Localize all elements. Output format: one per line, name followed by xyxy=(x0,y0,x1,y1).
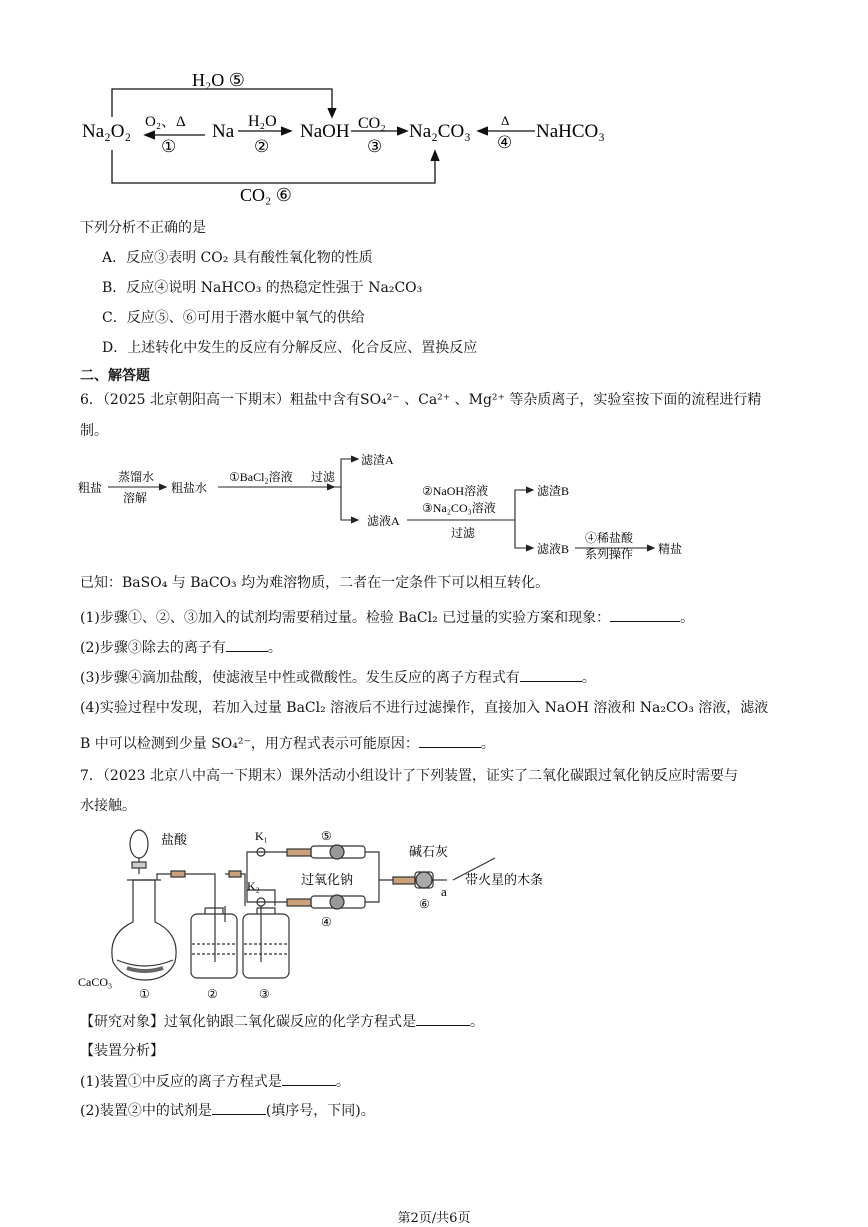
q6-sub3 xyxy=(80,667,596,688)
answer-blank[interactable] xyxy=(610,607,680,622)
flow-crude-salt: 粗盐 xyxy=(78,481,103,495)
label-naoh: NaOH xyxy=(300,121,350,142)
answer-blank[interactable] xyxy=(520,667,582,682)
q6-sub2-text: (2)步骤③除去的离子有 xyxy=(80,640,226,656)
period: 。 xyxy=(267,640,282,656)
flow-filtrate-b: 滤液B xyxy=(537,542,570,556)
app-a: a xyxy=(441,884,447,899)
flow-naoh: ②NaOH溶液 xyxy=(422,484,489,498)
q7-stem-line1: 7．（2023 北京八中高一下期末）课外活动小组设计了下列装置，证实了二氧化碳跟过氧化钠反应时需要与 xyxy=(80,768,738,784)
flow-dissolve: 溶解 xyxy=(123,491,148,505)
flow-refined-salt: 精盐 xyxy=(658,542,683,556)
period: 。 xyxy=(480,736,495,752)
flow-filtrate-a: 滤液A xyxy=(367,514,400,528)
label-circ4: ④ xyxy=(497,133,513,152)
flow-filter2: 过滤 xyxy=(451,526,476,540)
label-na2o2: Na₂O₂ xyxy=(82,121,132,142)
app-circ4: ④ xyxy=(321,915,332,929)
purification-flowchart xyxy=(75,445,715,565)
label-o2-heat: O₂、Δ xyxy=(145,114,186,130)
period: 。 xyxy=(581,670,596,686)
q7-stem-line2: 水接触。 xyxy=(80,798,136,814)
answer-blank[interactable] xyxy=(212,1100,266,1115)
q7-research xyxy=(80,1011,484,1032)
label-circ3: ③ xyxy=(367,137,383,156)
app-circ3: ③ xyxy=(259,987,270,1001)
flow-residue-b: 滤渣B xyxy=(537,484,570,498)
q5-option-a: A．反应③表明 CO₂ 具有酸性氧化物的性质 xyxy=(102,250,373,266)
flow-filter1: 过滤 xyxy=(311,470,336,484)
q6-sub3-text: (3)步骤④滴加盐酸，使滤液呈中性或微酸性。发生反应的离子方程式有 xyxy=(80,670,520,686)
label-nahco3: NaHCO₃ xyxy=(536,121,605,142)
label-h2o: H₂O xyxy=(248,113,277,130)
section-heading: 二、解答题 xyxy=(80,368,150,384)
page-footer: 第2页/共6页 xyxy=(397,1211,471,1226)
period: 。 xyxy=(335,1074,350,1090)
app-caco3: CaCO₃ xyxy=(78,975,113,989)
flow-hcl: ④稀盐酸 xyxy=(585,531,634,545)
q6-known: 已知：BaSO₄ 与 BaCO₃ 均为难溶物质，二者在一定条件下可以相互转化。 xyxy=(80,575,550,591)
label-h2o-5: H₂O ⑤ xyxy=(192,70,245,90)
q6-sub1-text: (1)步骤①、②、③加入的试剂均需要稍过量。检验 BaCl₂ 已过量的实验方案和现象： xyxy=(80,610,611,626)
label-co2: CO₂ xyxy=(358,115,386,132)
q7-sub1-text: (1)装置①中反应的离子方程式是 xyxy=(80,1074,282,1090)
period: 。 xyxy=(680,610,695,626)
answer-blank[interactable] xyxy=(226,637,268,652)
q6-sub2 xyxy=(80,637,282,658)
app-hcl: 盐酸 xyxy=(161,832,188,847)
app-splint: 带火星的木条 xyxy=(465,872,544,887)
label-na: Na xyxy=(212,121,235,142)
conversion-diagram xyxy=(75,62,635,212)
flow-residue-a: 滤渣A xyxy=(361,453,394,467)
period: 。 xyxy=(470,1014,484,1030)
q6-sub1 xyxy=(80,607,694,628)
q5-option-d: D．上述转化中发生的反应有分解反应、化合反应、置换反应 xyxy=(102,340,478,356)
label-circ1: ① xyxy=(161,137,177,156)
q6-sub4-text: B 中可以检测到少量 SO₄²⁻，用方程式表示可能原因： xyxy=(80,736,419,752)
q7-sub2-tail: (填序号，下同)。 xyxy=(265,1103,375,1119)
app-circ6: ⑥ xyxy=(419,897,430,911)
q7-sub2 xyxy=(80,1100,375,1121)
q6-sub4-line2 xyxy=(80,733,495,754)
flow-bacl2: ①BaCl₂溶液 xyxy=(229,470,293,484)
flow-na2co3: ③Na₂CO₃溶液 xyxy=(422,501,496,515)
q7-research-text: 【研究对象】过氧化钠跟二氧化碳反应的化学方程式是 xyxy=(80,1014,416,1030)
q7-analysis: 【装置分析】 xyxy=(80,1043,164,1059)
q6-stem-line2: 制。 xyxy=(80,423,108,439)
app-k2: K₂ xyxy=(247,879,260,893)
q7-sub2-text: (2)装置②中的试剂是 xyxy=(80,1103,212,1119)
q5-stem: 下列分析不正确的是 xyxy=(80,220,206,236)
apparatus-diagram xyxy=(75,822,635,1002)
flow-series-ops: 系列操作 xyxy=(585,547,634,561)
app-k1: K₁ xyxy=(255,829,268,843)
app-circ1: ① xyxy=(139,987,150,1001)
q5-option-b: B．反应④说明 NaHCO₃ 的热稳定性强于 Na₂CO₃ xyxy=(102,280,423,296)
app-soda-lime: 碱石灰 xyxy=(409,844,449,859)
label-co2-6: CO₂ ⑥ xyxy=(240,185,292,205)
label-delta: Δ xyxy=(501,113,510,128)
answer-blank[interactable] xyxy=(416,1011,470,1026)
app-circ2: ② xyxy=(207,987,218,1001)
q6-stem-line1: 6．（2025 北京朝阳高一下期末）粗盐中含有SO₄²⁻ 、Ca²⁺ 、Mg²⁺ 等杂质离子，实验室按下面的流程进行精 xyxy=(80,392,762,408)
answer-blank[interactable] xyxy=(419,733,481,748)
q6-sub4-line1: (4)实验过程中发现，若加入过量 BaCl₂ 溶液后不进行过滤操作，直接加入 NaOH 溶液和 Na₂CO₃ 溶液，滤液 xyxy=(80,700,769,716)
label-na2co3: Na₂CO₃ xyxy=(409,121,471,142)
flow-brine: 粗盐水 xyxy=(171,481,208,495)
q5-option-c: C．反应⑤、⑥可用于潜水艇中氧气的供给 xyxy=(102,310,365,326)
answer-blank[interactable] xyxy=(282,1071,336,1086)
flow-distilled-water: 蒸馏水 xyxy=(118,470,155,484)
q7-sub1 xyxy=(80,1071,350,1092)
app-circ5: ⑤ xyxy=(321,829,332,843)
app-na2o2: 过氧化钠 xyxy=(301,872,354,887)
label-circ2: ② xyxy=(254,137,270,156)
